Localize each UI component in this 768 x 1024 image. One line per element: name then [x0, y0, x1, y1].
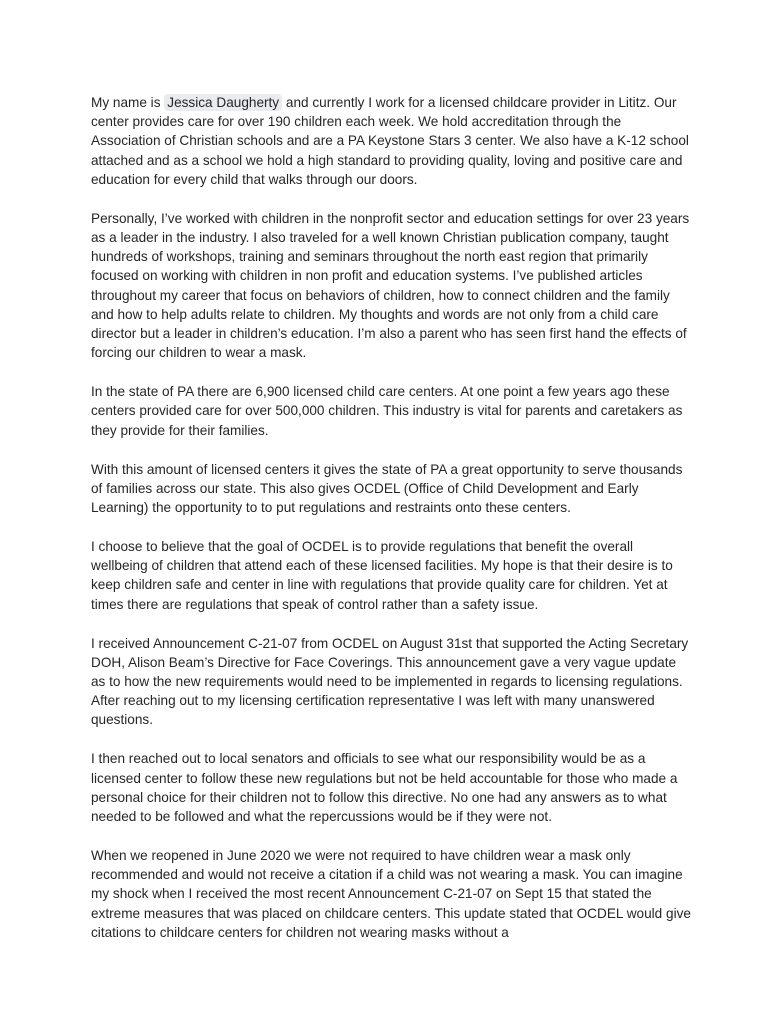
author-name-chip[interactable]: Jessica Daugherty: [164, 94, 282, 111]
paragraph-intro: [91, 93, 691, 189]
paragraph-announcement: I received Announcement C-21-07 from OCDEL on August 31st that supported the Acting Secretary DOH, Alison Beam’s Directive for Face Coverings. This announcement gave a very vague update as to how the new requirements would need to be implemented in regards to licensing regulations. After reaching out to my licensing certification representative I was left with many unanswered questions.: [91, 635, 689, 728]
document-body: [91, 93, 691, 962]
paragraph-senators: I then reached out to local senators and officials to see what our responsibility would be as a licensed center to follow these new regulations but not be held accountable for those who made a personal choice for their children not to follow this directive. No one had any answers as to what needed to be followed and what the repercussions would be if they were not.: [91, 751, 678, 825]
intro-suffix: and currently I work for a licensed childcare provider in Lititz. Our center provides care for over 190 children each week. We hold accreditation through the Association of Christian schools and are a PA Keystone Stars 3 center. We also have a K-12 school attached and as a school we hold a high standard to providing quality, loving and positive care and education for every child that walks through our doors.: [91, 95, 689, 187]
intro-prefix: My name is: [91, 95, 165, 110]
paragraph-experience: Personally, I’ve worked with children in the nonprofit sector and education settings for over 23 years as a leader in the industry. I also traveled for a well known Christian publication company, taught hundreds of workshops, training and seminars throughout the north east region that primarily focused on working with children in non profit and education systems. I’ve published articles throughout my career that focus on behaviors of children, how to connect children and the family and how to help adults relate to children. My thoughts and words are not only from a child care director but a leader in children’s education. I’m also a parent who has seen first hand the effects of forcing our children to wear a mask.: [91, 210, 690, 361]
paragraph-reopening: When we reopened in June 2020 we were not required to have children wear a mask only recommended and would not receive a citation if a child was not wearing a mask. You can imagine my shock when I received the most recent Announcement C-21-07 on Sept 15 that stated the extreme measures that was placed on childcare centers. This update stated that OCDEL would give citations to childcare centers for children not wearing masks without a: [91, 848, 691, 940]
paragraph-pa-centers: In the state of PA there are 6,900 licensed child care centers. At one point a few years ago these centers provided care for over 500,000 children. This industry is vital for parents and caretakers as they provide for their families.: [91, 384, 683, 438]
paragraph-ocdel-opportunity: With this amount of licensed centers it gives the state of PA a great opportunity to serve thousands of families across our state. This also gives OCDEL (Office of Child Development and Early Learning) the opportunity to to put regulations and restraints onto these centers.: [91, 461, 683, 516]
paragraph-ocdel-goal: I choose to believe that the goal of OCDEL is to provide regulations that benefit the overall wellbeing of children that attend each of these licensed facilities. My hope is that their desire is to keep children safe and center in line with regulations that provide quality care for children. Yet at times there are regulations that speak of control rather than a safety issue.: [91, 539, 673, 612]
